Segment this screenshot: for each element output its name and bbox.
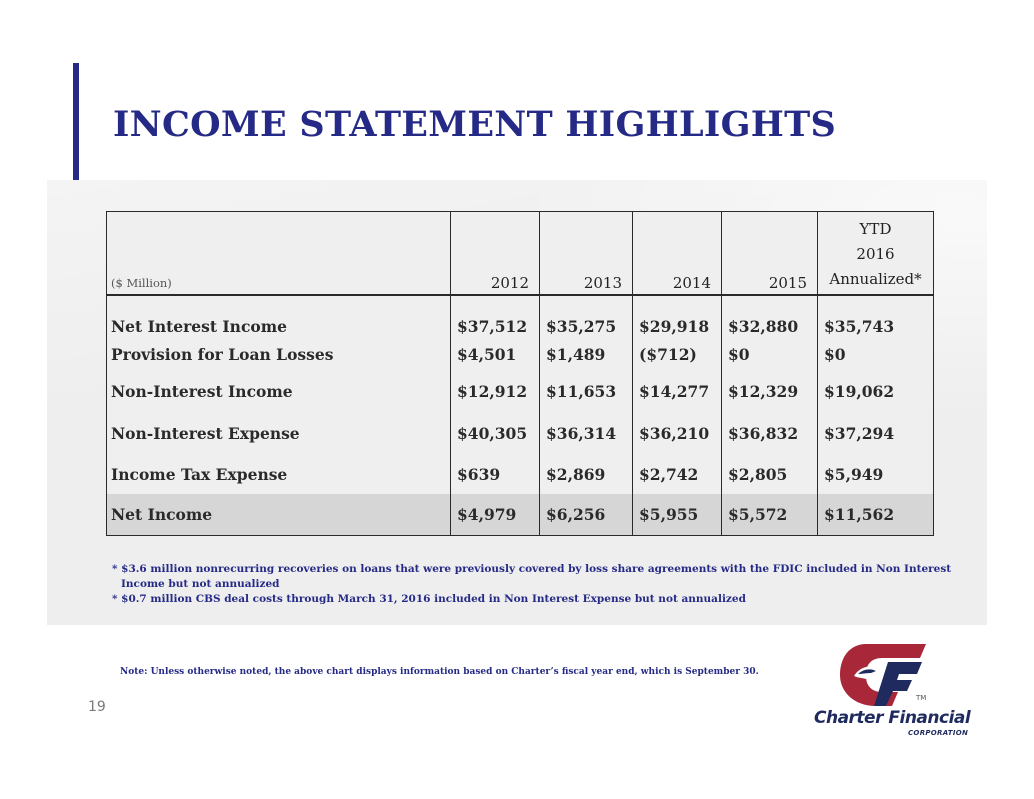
footnote-cbs-deal-costs: * $0.7 million CBS deal costs through March 31, 2016 included in Non Interest Expense but not annualized: [112, 593, 746, 605]
table-cell: $5,955: [633, 494, 722, 535]
ytd-header-line2: 2016: [856, 245, 895, 263]
table-cell: $40,305: [451, 412, 540, 454]
table-header-row: [107, 212, 934, 296]
table-row-net-income: [107, 494, 934, 535]
unit-label: ($ Million): [107, 212, 451, 296]
table-row-provision-loan-losses: [107, 339, 934, 370]
table-cell: $37,294: [818, 412, 934, 454]
table-cell: $12,912: [451, 370, 540, 412]
income-statement-table: [106, 211, 934, 536]
table-cell: $37,512: [451, 295, 540, 339]
table-cell: $35,275: [540, 295, 633, 339]
table-cell: $639: [451, 454, 540, 494]
logo-trademark: TM: [916, 694, 927, 702]
table-row-net-interest-income: [107, 295, 934, 339]
table-cell: $12,329: [722, 370, 818, 412]
table-cell: ($712): [633, 339, 722, 370]
table-cell: $36,314: [540, 412, 633, 454]
logo-company-name: Charter Financial: [814, 708, 971, 728]
row-label: Non-Interest Expense: [107, 412, 451, 454]
table-cell: $2,869: [540, 454, 633, 494]
table-cell: $36,832: [722, 412, 818, 454]
charter-financial-logo: [806, 636, 976, 746]
table-cell: $11,653: [540, 370, 633, 412]
table-cell: $2,805: [722, 454, 818, 494]
ytd-header-line1: YTD: [859, 220, 892, 238]
column-header-ytd-2016: [818, 212, 934, 296]
table-cell: $2,742: [633, 454, 722, 494]
logo-corporation: CORPORATION: [908, 729, 969, 737]
table-cell: $1,489: [540, 339, 633, 370]
table-cell: $0: [722, 339, 818, 370]
row-label: Provision for Loan Losses: [107, 339, 451, 370]
table-cell: $36,210: [633, 412, 722, 454]
table-cell: $5,949: [818, 454, 934, 494]
table-cell: $32,880: [722, 295, 818, 339]
table-cell: $35,743: [818, 295, 934, 339]
column-header-2015: 2015: [722, 212, 818, 296]
footnotes: [112, 562, 952, 607]
fiscal-year-note: Note: Unless otherwise noted, the above chart displays information based on Charter’s fiscal year end, which is September 30.: [120, 667, 759, 677]
table-cell: $11,562: [818, 494, 934, 535]
table-cell: $19,062: [818, 370, 934, 412]
table-cell: $5,572: [722, 494, 818, 535]
table-row-non-interest-income: [107, 370, 934, 412]
table-cell: $14,277: [633, 370, 722, 412]
row-label: Net Income: [107, 494, 451, 535]
table-cell: $6,256: [540, 494, 633, 535]
table-cell: $0: [818, 339, 934, 370]
column-header-2014: 2014: [633, 212, 722, 296]
eagle-logo-icon: [836, 636, 926, 708]
table-row-non-interest-expense: [107, 412, 934, 454]
table-cell: $4,979: [451, 494, 540, 535]
column-header-2013: 2013: [540, 212, 633, 296]
page-number: 19: [88, 699, 106, 715]
page-title: INCOME STATEMENT HIGHLIGHTS: [113, 104, 837, 145]
footnote-fdic-recoveries: * $3.6 million nonrecurring recoveries on loans that were previously covered by loss share agreements with the FDIC included in Non Interest Income but not annualized: [112, 563, 952, 590]
row-label: Non-Interest Income: [107, 370, 451, 412]
row-label: Income Tax Expense: [107, 454, 451, 494]
table-row-income-tax-expense: [107, 454, 934, 494]
column-header-2012: 2012: [451, 212, 540, 296]
ytd-header-line3: Annualized*: [829, 270, 922, 288]
table-cell: $29,918: [633, 295, 722, 339]
table-cell: $4,501: [451, 339, 540, 370]
row-label: Net Interest Income: [107, 295, 451, 339]
